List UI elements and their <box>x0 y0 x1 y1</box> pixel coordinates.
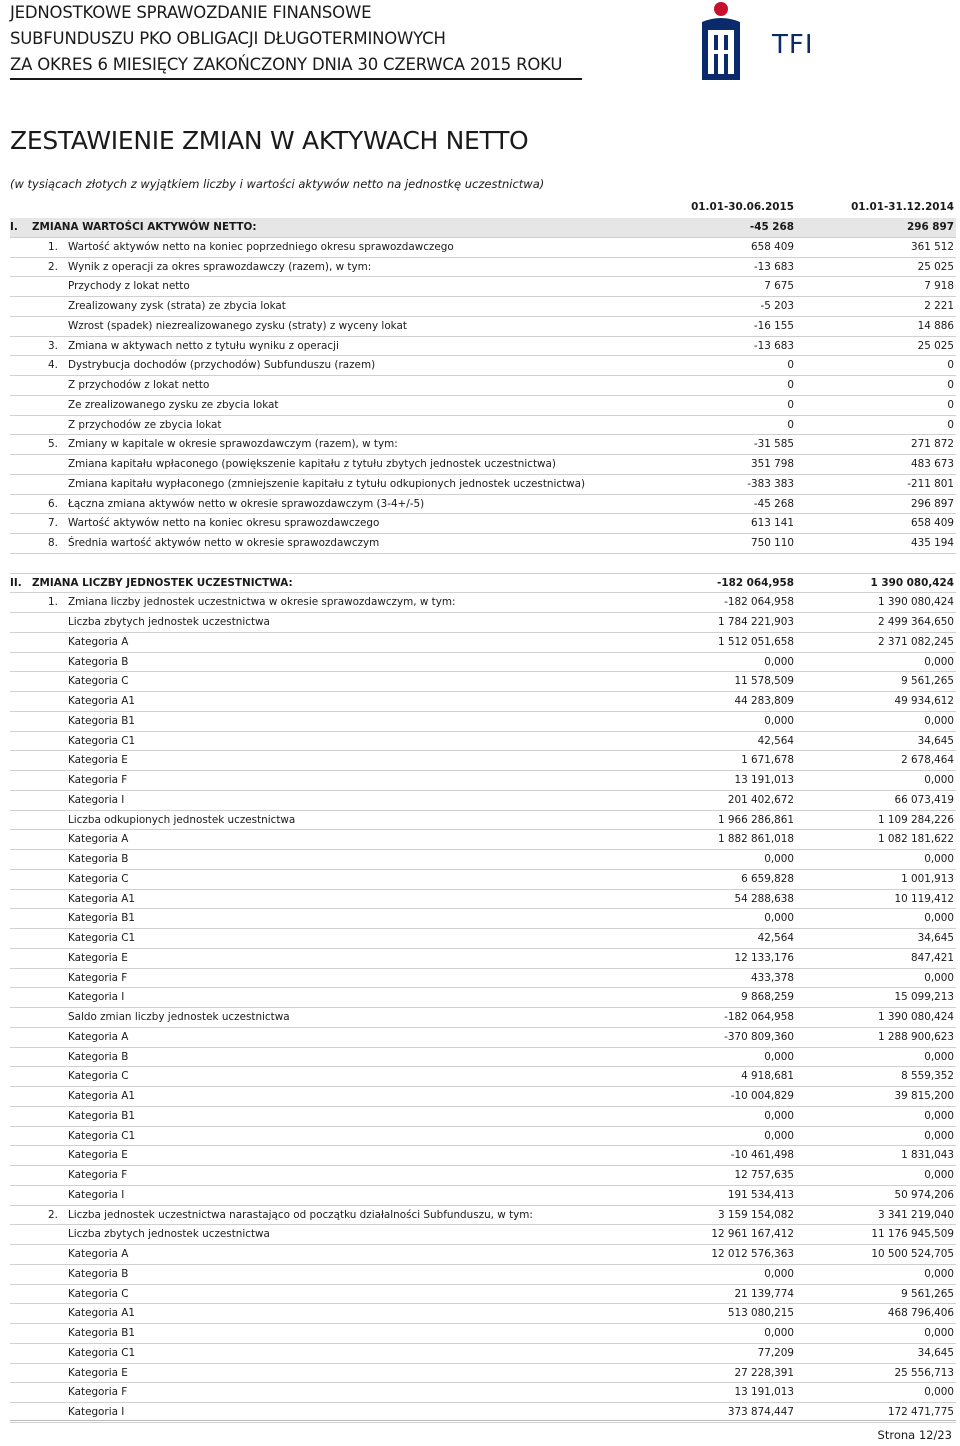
row-number: I. <box>10 221 18 233</box>
row-value-current: 0,000 <box>764 714 794 727</box>
row-label: Liczba odkupionych jednostek uczestnictwa <box>68 813 296 826</box>
row-value-previous: 25 556,713 <box>894 1366 954 1379</box>
row-value-current: -45 268 <box>753 497 794 510</box>
table-row <box>10 1186 956 1205</box>
table-row <box>10 988 956 1007</box>
row-number: 1. <box>48 596 58 609</box>
table-row <box>10 969 956 988</box>
row-label: Łączna zmiana aktywów netto w okresie sprawozdawczym (3-4+/-5) <box>68 497 425 510</box>
row-value-previous: 0,000 <box>924 1109 954 1122</box>
table-row <box>10 692 956 711</box>
row-value-current: 0 <box>787 418 794 431</box>
row-label: Zmiana liczby jednostek uczestnictwa w okresie sprawozdawczym, w tym: <box>68 596 456 609</box>
table-row <box>10 870 956 889</box>
row-label: Kategoria C <box>68 675 129 688</box>
table-row <box>10 317 956 336</box>
row-value-current: -182 064,958 <box>717 576 794 589</box>
table-row <box>10 1344 956 1363</box>
table-row <box>10 1245 956 1264</box>
row-value-previous: 2 371 082,245 <box>877 635 954 648</box>
row-label: Liczba jednostek uczestnictwa narastająco od początku działalności Subfunduszu, w tym: <box>68 1208 533 1221</box>
row-label: Wzrost (spadek) niezrealizowanego zysku (straty) z wyceny lokat <box>68 319 407 332</box>
table-row <box>10 949 956 968</box>
table-row <box>10 791 956 810</box>
row-value-current: 613 141 <box>751 517 794 530</box>
row-label: ZMIANA LICZBY JEDNOSTEK UCZESTNICTWA: <box>32 576 293 589</box>
row-label: Wynik z operacji za okres sprawozdawczy (razem), w tym: <box>68 260 372 273</box>
table-row <box>10 1127 956 1146</box>
table-row <box>10 1008 956 1027</box>
row-value-previous: 296 897 <box>907 221 954 233</box>
header-divider <box>10 78 582 80</box>
table-row <box>10 909 956 928</box>
row-label: Zrealizowany zysk (strata) ze zbycia lokat <box>68 300 286 312</box>
row-value-previous: 0,000 <box>924 1050 954 1063</box>
row-value-previous: 2 221 <box>924 300 954 312</box>
row-label: Kategoria F <box>68 774 128 786</box>
row-value-current: 21 139,774 <box>734 1287 794 1300</box>
row-label: Zmiana kapitału wypłaconego (zmniejszenie kapitału z tytułu odkupionych jednostek uczestnictwa) <box>68 477 586 490</box>
table-row <box>10 258 956 277</box>
page-subtitle: (w tysiącach złotych z wyjątkiem liczby i wartości aktywów netto na jednostkę uczestnictwa) <box>10 177 545 191</box>
row-label: Kategoria A1 <box>68 695 135 707</box>
row-value-current: 42,564 <box>757 734 794 747</box>
row-label: Z przychodów z lokat netto <box>68 379 210 391</box>
row-value-previous: 1 390 080,424 <box>870 576 954 589</box>
row-value-current: -370 809,360 <box>724 1030 794 1043</box>
table-row <box>10 356 956 375</box>
row-value-previous: 483 673 <box>911 458 954 470</box>
row-value-previous: 39 815,200 <box>894 1090 954 1102</box>
row-label: Kategoria C1 <box>68 1129 136 1142</box>
row-value-previous: 0,000 <box>924 1386 954 1399</box>
row-label: Kategoria A1 <box>68 1307 135 1320</box>
row-value-current: 201 402,672 <box>727 793 794 806</box>
row-value-current: 44 283,809 <box>734 695 794 707</box>
row-value-previous: 0,000 <box>924 853 954 865</box>
row-value-previous: 0,000 <box>924 1169 954 1181</box>
header-line-3: ZA OKRES 6 MIESIĘCY ZAKOŃCZONY DNIA 30 CZERWCA 2015 ROKU <box>10 55 563 74</box>
column-header-row <box>10 198 956 217</box>
table-row <box>10 1225 956 1244</box>
row-value-previous: 1 288 900,623 <box>877 1030 954 1043</box>
row-value-current: 1 671,678 <box>741 754 794 767</box>
row-value-current: -182 064,958 <box>724 1011 794 1023</box>
row-value-current: 54 288,638 <box>734 892 794 905</box>
row-value-current: -45 268 <box>749 221 794 233</box>
row-value-current: 12 012 576,363 <box>711 1248 794 1260</box>
row-label: Kategoria A1 <box>68 892 135 905</box>
row-label: Kategoria E <box>68 951 128 964</box>
table-row <box>10 890 956 909</box>
row-value-current: 0 <box>787 398 794 411</box>
row-value-current: 1 784 221,903 <box>717 616 794 628</box>
row-label: Kategoria F <box>68 1386 128 1399</box>
row-label: Zmiana w aktywach netto z tytułu wyniku z operacji <box>68 339 339 352</box>
row-number: 5. <box>48 438 58 451</box>
row-label: Saldo zmian liczby jednostek uczestnictwa <box>68 1011 290 1023</box>
row-label: Kategoria E <box>68 1149 128 1162</box>
row-value-previous: 0 <box>947 379 954 391</box>
row-value-previous: 25 025 <box>917 260 954 273</box>
row-value-previous: 34,645 <box>917 932 954 944</box>
table-row <box>10 495 956 514</box>
table-row <box>10 830 956 849</box>
row-label: Kategoria I <box>68 991 125 1004</box>
table-row <box>10 1265 956 1284</box>
table-row <box>10 475 956 494</box>
row-label: Kategoria A <box>68 833 129 846</box>
row-value-current: 12 961 167,412 <box>711 1228 794 1241</box>
row-label: Kategoria B <box>68 655 129 668</box>
table-row <box>10 1048 956 1067</box>
row-value-current: 0 <box>787 379 794 391</box>
row-label: Zmiany w kapitale w okresie sprawozdawczym (razem), w tym: <box>68 438 398 451</box>
row-value-previous: 0 <box>947 418 954 431</box>
row-value-previous: 8 559,352 <box>901 1070 954 1083</box>
row-value-previous: 847,421 <box>911 951 954 964</box>
table-row <box>10 771 956 790</box>
row-number: 2. <box>48 260 58 273</box>
row-value-previous: 34,645 <box>917 734 954 747</box>
row-value-current: 0,000 <box>764 1109 794 1122</box>
row-value-current: 1 512 051,658 <box>717 635 794 648</box>
row-label: Kategoria A <box>68 635 129 648</box>
table-row <box>10 376 956 395</box>
table-row <box>10 633 956 652</box>
row-value-previous: 271 872 <box>911 438 954 451</box>
row-value-current: 12 757,635 <box>734 1169 794 1181</box>
table-row <box>10 277 956 296</box>
table-row <box>10 1087 956 1106</box>
row-label: Ze zrealizowanego zysku ze zbycia lokat <box>68 398 279 411</box>
row-label: Liczba zbytych jednostek uczestnictwa <box>68 616 270 628</box>
row-value-current: -5 203 <box>760 300 794 312</box>
row-value-current: -13 683 <box>753 260 794 273</box>
table-row <box>10 672 956 691</box>
table-row <box>10 1383 956 1402</box>
row-label: Dystrybucja dochodów (przychodów) Subfunduszu (razem) <box>68 359 376 372</box>
row-value-current: 3 159 154,082 <box>717 1208 794 1221</box>
row-label: Kategoria B <box>68 1267 129 1280</box>
table-row <box>10 732 956 751</box>
row-number: 3. <box>48 339 58 352</box>
row-value-current: 433,378 <box>751 971 794 984</box>
row-value-current: 750 110 <box>751 537 794 549</box>
row-label: Kategoria C <box>68 872 129 885</box>
report-header <box>10 0 582 78</box>
row-value-previous: 2 499 364,650 <box>877 616 954 628</box>
row-label: Zmiana kapitału wpłaconego (powiększenie kapitału z tytułu zbytych jednostek uczestnictwa) <box>68 458 556 470</box>
row-value-previous: 2 678,464 <box>901 754 954 767</box>
row-value-previous: 658 409 <box>911 517 954 530</box>
row-value-previous: 7 918 <box>924 280 954 293</box>
row-number: 1. <box>48 240 58 253</box>
row-value-current: -182 064,958 <box>724 596 794 609</box>
row-value-previous: 0,000 <box>924 774 954 786</box>
row-value-current: 27 228,391 <box>734 1366 794 1379</box>
row-label: Wartość aktywów netto na koniec okresu sprawozdawczego <box>68 517 380 530</box>
row-value-current: 0,000 <box>764 853 794 865</box>
row-value-previous: 34,645 <box>917 1346 954 1359</box>
row-value-current: 0,000 <box>764 912 794 925</box>
row-value-previous: 1 390 080,424 <box>877 1011 954 1023</box>
table-row <box>10 1166 956 1185</box>
row-value-current: 351 798 <box>751 458 794 470</box>
table-row <box>10 811 956 830</box>
row-value-previous: 25 025 <box>917 339 954 352</box>
header-line-2: SUBFUNDUSZU PKO OBLIGACJI DŁUGOTERMINOWYCH <box>10 29 446 48</box>
row-number: 2. <box>48 1208 58 1221</box>
row-value-current: -383 383 <box>747 477 794 490</box>
table-row <box>10 613 956 632</box>
row-value-current: 6 659,828 <box>741 872 794 885</box>
table-row <box>10 416 956 435</box>
table-row <box>10 1364 956 1383</box>
row-value-current: -13 683 <box>753 339 794 352</box>
row-value-current: -31 585 <box>753 438 794 451</box>
row-label: Kategoria A1 <box>68 1090 135 1102</box>
table-row <box>10 1285 956 1304</box>
row-label: Kategoria C <box>68 1287 129 1300</box>
row-value-current: 0 <box>787 359 794 372</box>
row-label: Przychody z lokat netto <box>68 280 190 293</box>
row-value-previous: 296 897 <box>911 497 954 510</box>
row-label: Kategoria C1 <box>68 932 136 944</box>
table-row <box>10 1146 956 1165</box>
row-value-previous: 0,000 <box>924 655 954 668</box>
row-value-current: 0,000 <box>764 1327 794 1339</box>
column-header-previous: 01.01-31.12.2014 <box>851 201 954 213</box>
row-label: Kategoria A <box>68 1030 129 1043</box>
row-value-previous: 11 176 945,509 <box>871 1228 954 1241</box>
table-row <box>10 1324 956 1343</box>
table-row <box>10 850 956 869</box>
row-value-current: 9 868,259 <box>741 991 794 1004</box>
row-label: Kategoria C <box>68 1070 129 1083</box>
table-row <box>10 534 956 553</box>
page-title: ZESTAWIENIE ZMIAN W AKTYWACH NETTO <box>10 126 529 155</box>
table-row <box>10 218 956 237</box>
row-value-previous: 9 561,265 <box>901 1287 954 1300</box>
row-value-current: 373 874,447 <box>727 1406 794 1418</box>
row-label: Kategoria B <box>68 853 129 865</box>
column-header-current: 01.01-30.06.2015 <box>691 201 794 213</box>
row-label: Kategoria I <box>68 793 125 806</box>
row-label: Kategoria B1 <box>68 912 135 925</box>
row-value-previous: 1 109 284,226 <box>877 813 954 826</box>
row-label: Kategoria F <box>68 971 128 984</box>
table-row <box>10 1206 956 1225</box>
table-row <box>10 1067 956 1086</box>
row-value-previous: 50 974,206 <box>894 1188 954 1201</box>
row-value-previous: 15 099,213 <box>894 991 954 1004</box>
row-value-current: 0,000 <box>764 1267 794 1280</box>
row-value-previous: 1 390 080,424 <box>877 596 954 609</box>
page-number: Strona 12/23 <box>877 1428 952 1442</box>
row-value-previous: 172 471,775 <box>887 1406 954 1418</box>
row-value-previous: 0,000 <box>924 1327 954 1339</box>
table-row <box>10 712 956 731</box>
row-label: Wartość aktywów netto na koniec poprzedniego okresu sprawozdawczego <box>68 240 454 253</box>
row-value-previous: 0,000 <box>924 714 954 727</box>
table-row <box>10 653 956 672</box>
row-value-previous: 49 934,612 <box>894 695 954 707</box>
table-row <box>10 1304 956 1323</box>
row-value-current: 11 578,509 <box>734 675 794 688</box>
row-label: Kategoria I <box>68 1188 125 1201</box>
table-row <box>10 297 956 316</box>
row-value-current: 191 534,413 <box>727 1188 794 1201</box>
row-label: Kategoria E <box>68 1366 128 1379</box>
row-number: 4. <box>48 359 58 372</box>
row-number: 8. <box>48 537 58 549</box>
row-value-previous: 0,000 <box>924 912 954 925</box>
table-row <box>10 435 956 454</box>
row-value-previous: 66 073,419 <box>894 793 954 806</box>
row-value-previous: 0,000 <box>924 971 954 984</box>
row-label: Z przychodów ze zbycia lokat <box>68 418 222 431</box>
row-value-previous: 10 500 524,705 <box>871 1248 954 1260</box>
row-label: Kategoria C1 <box>68 734 136 747</box>
row-value-current: 0,000 <box>764 1129 794 1142</box>
row-number: 6. <box>48 497 58 510</box>
table-row <box>10 751 956 770</box>
table-row <box>10 929 956 948</box>
row-value-current: 7 675 <box>764 280 794 293</box>
row-value-previous: 14 886 <box>917 319 954 332</box>
header-line-1: JEDNOSTKOWE SPRAWOZDANIE FINANSOWE <box>10 3 372 22</box>
row-value-current: 77,209 <box>757 1346 794 1359</box>
row-label: Kategoria E <box>68 754 128 767</box>
row-value-previous: 0,000 <box>924 1267 954 1280</box>
row-value-current: 0,000 <box>764 1050 794 1063</box>
row-label: Kategoria F <box>68 1169 128 1181</box>
row-label: Kategoria C1 <box>68 1346 136 1359</box>
row-label: Kategoria B1 <box>68 714 135 727</box>
row-label: Kategoria B1 <box>68 1327 135 1339</box>
table-row <box>10 396 956 415</box>
row-value-previous: 3 341 219,040 <box>877 1208 954 1221</box>
logo-tfi-text: TFI <box>772 30 814 60</box>
row-value-current: 13 191,013 <box>734 1386 794 1399</box>
row-value-current: 4 918,681 <box>741 1070 794 1083</box>
row-value-previous: 1 082 181,622 <box>877 833 954 846</box>
row-value-previous: 0 <box>947 398 954 411</box>
row-label: Kategoria B <box>68 1050 129 1063</box>
row-number: 7. <box>48 517 58 530</box>
table-row <box>10 574 956 593</box>
row-value-previous: 435 194 <box>911 537 954 549</box>
footer-divider <box>10 1420 956 1421</box>
row-value-current: -10 461,498 <box>730 1149 794 1162</box>
table-row <box>10 1107 956 1126</box>
row-value-previous: 9 561,265 <box>901 675 954 688</box>
row-label: Liczba zbytych jednostek uczestnictwa <box>68 1228 270 1241</box>
row-value-previous: 1 831,043 <box>901 1149 954 1162</box>
row-value-current: 12 133,176 <box>734 951 794 964</box>
row-label: ZMIANA WARTOŚCI AKTYWÓW NETTO: <box>32 221 257 233</box>
table-row <box>10 593 956 612</box>
row-value-current: -16 155 <box>753 319 794 332</box>
row-value-previous: 0 <box>947 359 954 372</box>
row-divider <box>10 1422 956 1423</box>
row-label: Średnia wartość aktywów netto w okresie sprawozdawczym <box>68 537 380 549</box>
row-value-current: 42,564 <box>757 932 794 944</box>
table-row <box>10 238 956 257</box>
row-value-current: 13 191,013 <box>734 774 794 786</box>
row-value-current: 658 409 <box>751 240 794 253</box>
table-row <box>10 337 956 356</box>
row-label: Kategoria B1 <box>68 1109 135 1122</box>
table-row <box>10 455 956 474</box>
row-value-current: 513 080,215 <box>727 1307 794 1320</box>
table-row <box>10 514 956 533</box>
row-value-current: -10 004,829 <box>730 1090 794 1102</box>
row-value-previous: 10 119,412 <box>894 892 954 905</box>
row-number: II. <box>10 576 22 589</box>
row-value-previous: 1 001,913 <box>901 872 954 885</box>
row-label: Kategoria I <box>68 1406 125 1418</box>
row-label: Kategoria A <box>68 1248 129 1260</box>
spacer-row <box>10 554 956 573</box>
row-value-previous: -211 801 <box>907 477 954 490</box>
row-value-previous: 0,000 <box>924 1129 954 1142</box>
row-value-previous: 361 512 <box>911 240 954 253</box>
row-value-previous: 468 796,406 <box>887 1307 954 1320</box>
row-value-current: 0,000 <box>764 655 794 668</box>
row-value-current: 1 966 286,861 <box>717 813 794 826</box>
table-row <box>10 1028 956 1047</box>
row-value-current: 1 882 861,018 <box>717 833 794 846</box>
